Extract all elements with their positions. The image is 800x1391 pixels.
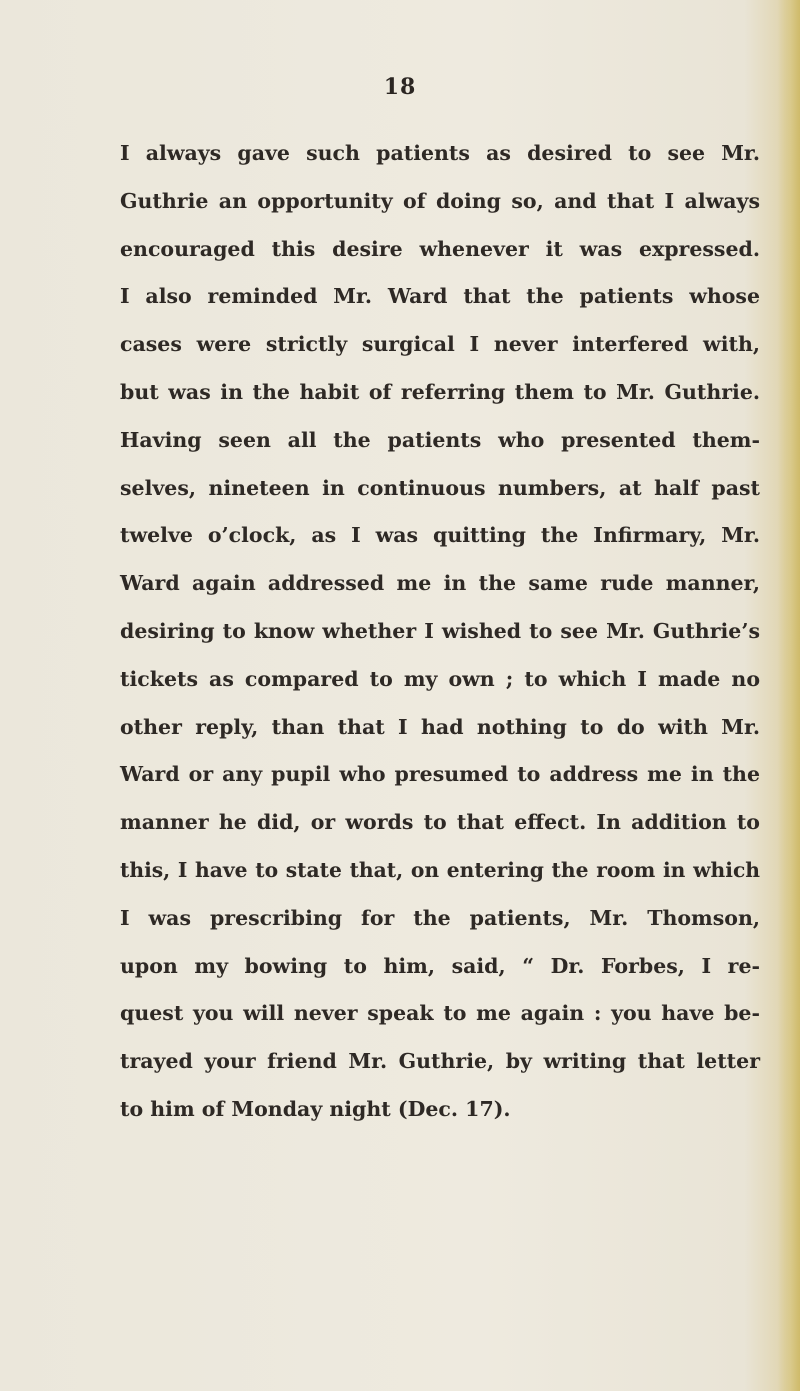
text-line: other reply, than that I had nothing to do with Mr. xyxy=(120,714,760,739)
text-line: encouraged this desire whenever it was expressed. xyxy=(120,236,760,261)
text-line: desiring to know whether I wished to see Mr. Guthrie’s xyxy=(120,618,760,643)
text-line: this, I have to state that, on entering the room in which xyxy=(120,857,760,882)
text-line: cases were strictly surgical I never interfered with, xyxy=(120,332,760,357)
page-edge-shadow xyxy=(778,0,800,1391)
text-line: Ward or any pupil who presumed to address me in the xyxy=(120,762,760,787)
text-line: quest you will never speak to me again : you have be- xyxy=(120,1001,760,1026)
text-line: I was prescribing for the patients, Mr. Thomson, xyxy=(120,905,760,930)
text-line: Ward again addressed me in the same rude manner, xyxy=(120,571,760,596)
text-line-last: to him of Monday night (Dec. 17). xyxy=(120,1096,511,1121)
text-line: but was in the habit of referring them to Mr. Guthrie. xyxy=(120,379,760,404)
text-line: I also reminded Mr. Ward that the patients whose xyxy=(120,284,760,309)
text-line: I always gave such patients as desired to see Mr. xyxy=(120,141,760,165)
text-line: upon my bowing to him, said, “ Dr. Forbes, I re- xyxy=(120,953,760,978)
text-line: Having seen all the patients who presented them- xyxy=(120,427,760,452)
text-line: trayed your friend Mr. Guthrie, by writing that letter xyxy=(120,1049,760,1074)
page-number: 18 xyxy=(383,74,417,100)
text-line: manner he did, or words to that effect. In addition to xyxy=(120,810,760,835)
body-text xyxy=(120,130,760,1134)
text-line: tickets as compared to my own ; to which I made no xyxy=(120,666,760,691)
text-line: twelve o’clock, as I was quitting the Infirmary, Mr. xyxy=(120,523,760,548)
text-line: Guthrie an opportunity of doing so, and that I always xyxy=(120,188,760,213)
text-line: selves, nineteen in continuous numbers, at half past xyxy=(120,475,760,500)
